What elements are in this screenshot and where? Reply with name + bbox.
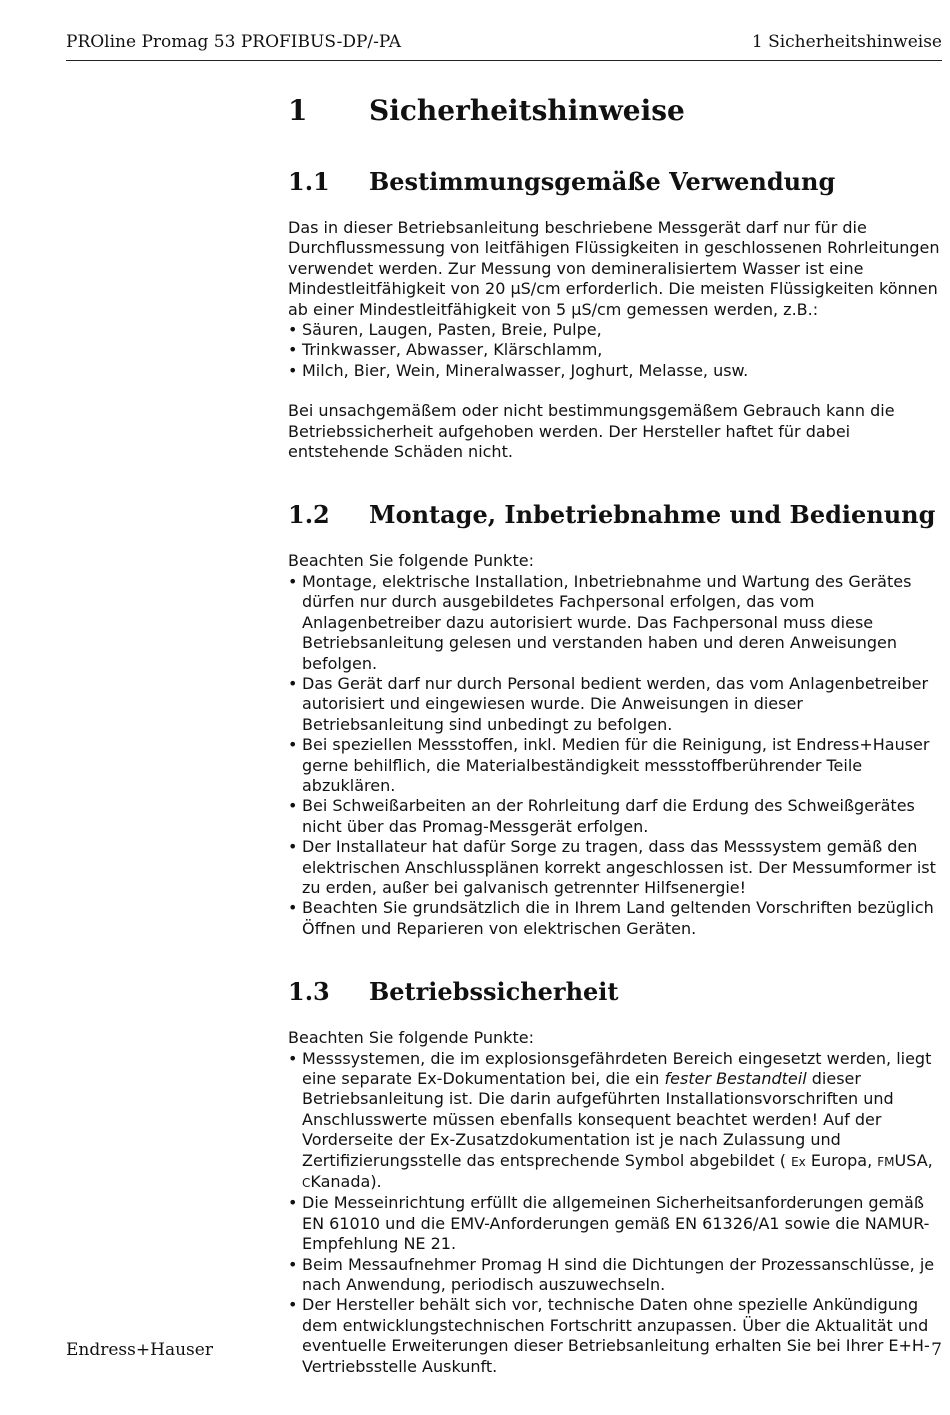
bullet-list — [288, 320, 940, 381]
list-item: • Das Gerät darf nur durch Personal bedient werden, das vom Anlagenbetreiber autorisiert und eingewiesen wurde. Die Anweisungen in dieser Betriebsanleitung sind unbedingt zu befolgen. — [288, 674, 940, 735]
section-number: 1.2 — [288, 500, 330, 530]
list-item: • Beim Messaufnehmer Promag H sind die Dichtungen der Prozessanschlüsse, je nach Anwendung, periodisch auszuwechseln. — [288, 1255, 940, 1296]
list-item: • Trinkwasser, Abwasser, Klärschlamm, — [288, 340, 940, 360]
fm-symbol-icon: FM — [877, 1154, 895, 1169]
list-item: • Der Hersteller behält sich vor, technische Daten ohne spezielle Ankündigung dem entwicklungstechnischen Fortschritt anzupassen. Über die Aktualität und eventuelle Erweiterungen dieser Betriebsanleitung erhalten Sie bei Ihrer E+H-Vertriebsstelle Auskunft. — [288, 1295, 940, 1377]
paragraph: Bei unsachgemäßem oder nicht bestimmungsgemäßem Gebrauch kann die Betriebssicherheit aufgehoben werden. Der Hersteller haftet für dabei entstehende Schäden nicht. — [288, 401, 895, 462]
chapter-title: Sicherheitshinweise — [369, 94, 685, 127]
chapter-number: 1 — [288, 94, 308, 127]
paragraph: Beachten Sie folgende Punkte: — [288, 551, 534, 571]
list-item: • Bei Schweißarbeiten an der Rohrleitung darf die Erdung des Schweißgerätes nicht über das Promag-Messgerät erfolgen. — [288, 796, 940, 837]
section-title: Bestimmungsgemäße Verwendung — [369, 167, 836, 196]
ex-symbol-icon: Ex — [791, 1154, 806, 1169]
section-heading — [288, 167, 940, 196]
section-1-1 — [288, 167, 940, 462]
list-item: • Bei speziellen Messstoffen, inkl. Medien für die Reinigung, ist Endress+Hauser gerne behilflich, die Materialbeständigkeit messstoffberührender Teile abzuklären. — [288, 735, 940, 796]
section-1-2 — [288, 500, 940, 939]
header-document-title: PROline Promag 53 PROFIBUS-DP/-PA — [66, 32, 402, 52]
list-item: • Die Messeinrichtung erfüllt die allgemeinen Sicherheitsanforderungen gemäß EN 61010 und die EMV-Anforderungen gemäß EN 61326/A1 sowie die NAMUR-Empfehlung NE 21. — [288, 1193, 940, 1254]
list-item: • Messsystemen, die im explosionsgefährdeten Bereich eingesetzt werden, liegt eine separate Ex-Dokumentation bei, die ein fester Bestandteil dieser Betriebsanleitung ist. Die darin aufgeführten Installationsvorschriften und Anschlusswerte müssen ebenfalls konsequent beachtet werden! Auf der Vorderseite der Ex-Zusatzdokumentation ist je nach Zulassung und Zertifizierungsstelle das entsprechende Symbol abgebildet ( Ex Europa, FMUSA, CKanada). — [288, 1049, 940, 1194]
page-number: 7 — [931, 1340, 942, 1360]
bullet-list — [288, 1049, 940, 1378]
list-item: • Säuren, Laugen, Pasten, Breie, Pulpe, — [288, 320, 940, 340]
list-item: • Milch, Bier, Wein, Mineralwasser, Joghurt, Melasse, usw. — [288, 361, 940, 381]
list-item: • Montage, elektrische Installation, Inbetriebnahme und Wartung des Gerätes dürfen nur durch ausgebildetes Fachpersonal erfolgen, das vom Anlagenbetreiber dazu autorisiert wurde. Das Fachpersonal muss diese Betriebsanleitung gelesen und verstanden haben und deren Anweisungen befolgen. — [288, 572, 940, 674]
page-content — [288, 90, 940, 1415]
header-chapter-title: 1 Sicherheitshinweise — [751, 32, 942, 52]
section-number: 1.3 — [288, 977, 330, 1007]
section-title: Montage, Inbetriebnahme und Bedienung — [369, 500, 936, 530]
section-title: Betriebssicherheit — [369, 977, 619, 1007]
chapter-heading — [288, 94, 940, 127]
paragraph: Das in dieser Betriebsanleitung beschriebene Messgerät darf nur für die Durchflussmessung von leitfähigen Flüssigkeiten in geschlossenen Rohrleitungen verwendet werden. Zur Messung von demineralisiertem Wasser ist eine Mindestleitfähigkeit von 20 µS/cm erforderlich. Die meisten Flüssigkeiten können ab einer Mindestleitfähigkeit von 5 µS/cm gemessen werden, z.B.: — [288, 218, 940, 319]
list-item: • Der Installateur hat dafür Sorge zu tragen, dass das Messsystem gemäß den elektrischen Anschlussplänen korrekt angeschlossen ist. Der Messumformer ist zu erden, außer bei galvanisch getrennter Hilfsenergie! — [288, 837, 940, 898]
section-number: 1.1 — [288, 167, 330, 196]
emphasis: fester Bestandteil — [664, 1069, 807, 1088]
section-1-3 — [288, 977, 940, 1377]
csa-symbol-icon: C — [302, 1176, 311, 1191]
section-heading — [288, 500, 940, 529]
list-item: • Beachten Sie grundsätzlich die in Ihrem Land geltenden Vorschriften bezüglich Öffnen und Reparieren von elektrischen Geräten. — [288, 898, 940, 939]
paragraph: Beachten Sie folgende Punkte: — [288, 1028, 534, 1048]
section-heading — [288, 977, 940, 1006]
bullet-list — [288, 572, 940, 939]
footer-brand: Endress+Hauser — [66, 1340, 213, 1360]
page-header — [66, 30, 942, 61]
